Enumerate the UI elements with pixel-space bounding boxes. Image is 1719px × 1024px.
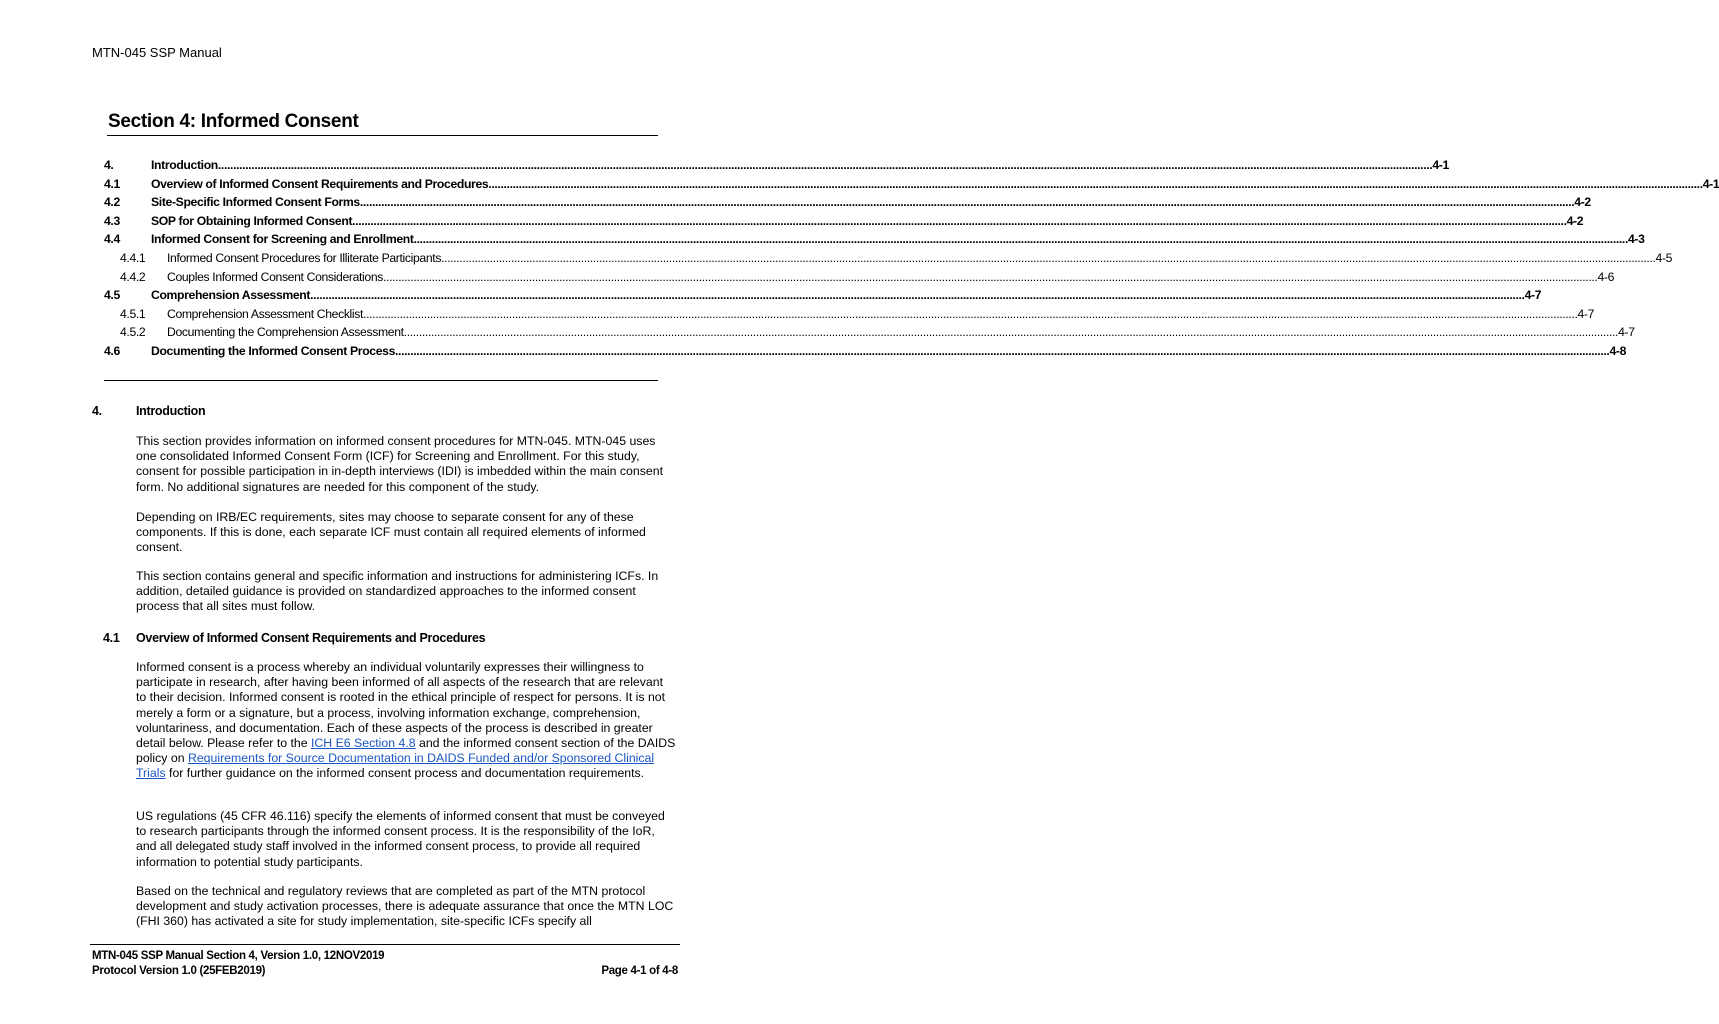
toc-entry[interactable]: [104, 195, 1591, 214]
paragraph-text: Informed consent is a process whereby an individual voluntarily expresses their willingness to participate in research, after having been informed of all aspects of the research that are relevant to their decision. Informed consent is rooted in the ethical principle of respect for persons. It is not merely a form or a signature, but a process, involving information exchange, comprehension, voluntariness, and documentation. Each of these aspects of the process is described in greater detail below. Please refer to the: [136, 660, 666, 751]
toc-entry-title: Couples Informed Consent Considerations: [167, 269, 384, 284]
toc-entry[interactable]: [104, 288, 1542, 307]
toc-divider: [104, 380, 658, 381]
toc-entry-page: 4-7: [1618, 325, 1635, 340]
heading-section-4: [92, 404, 205, 418]
toc-entry-page: 4-5: [1655, 250, 1673, 265]
paragraph: This section contains general and specific information and instructions for administering ICFs. In addition, detailed guidance is provided on standardized approaches to the informed consent process that all sites must follow.: [136, 569, 659, 614]
toc-entry-title: Comprehension Assessment: [151, 288, 311, 303]
footer-page-number: Page 4-1 of 4-8: [601, 965, 678, 977]
toc-entry-number: 4.5.2: [120, 325, 146, 340]
title-underline: [107, 135, 658, 136]
heading-number: 4.: [92, 404, 102, 418]
toc-entry[interactable]: [104, 176, 1719, 196]
toc-leader-dots: ................................................................................................................................................................................................................................................................................................................................................................................................................: [413, 232, 1628, 247]
toc-leader-dots: ................................................................................................................................................................................................................................................................................................................................................................................................................: [395, 343, 1610, 358]
toc-entry-page: 4-6: [1597, 269, 1615, 284]
toc-entry[interactable]: [104, 306, 1595, 326]
toc-entry-page: 4-1: [1432, 158, 1449, 172]
toc-leader-dots: ................................................................................................................................................................................................................................................................................................................................................................................................................: [441, 250, 1656, 265]
toc-entry-title: Documenting the Comprehension Assessment: [167, 325, 404, 340]
toc-entry-number: 4.1: [104, 176, 120, 191]
toc-entry-title: Informed Consent for Screening and Enrollment: [151, 232, 414, 247]
footer-version: MTN-045 SSP Manual Section 4, Version 1.0, 12NOV2019: [92, 950, 385, 962]
toc-leader-dots: ................................................................................................................................................................................................................................................................................................................................................................................................................: [310, 288, 1525, 303]
toc-entry[interactable]: [104, 213, 1584, 233]
paragraph: [136, 660, 676, 782]
ich-e6-link[interactable]: ICH E6 Section 4.8: [311, 736, 416, 751]
heading-title: Overview of Informed Consent Requirements and Procedures: [136, 631, 486, 645]
toc-entry-title: Introduction: [151, 158, 218, 172]
toc-entry[interactable]: [104, 325, 1635, 344]
toc-entry-number: 4.6: [104, 343, 120, 358]
toc-leader-dots: ................................................................................................................................................................................................................................................................................................................................................................................................................: [383, 269, 1598, 284]
toc-entry-page: 4-8: [1609, 343, 1627, 358]
toc-entry[interactable]: [104, 343, 1627, 363]
paragraph: Based on the technical and regulatory reviews that are completed as part of the MTN protocol development and study activation processes, there is adequate assurance that once the MTN LOC (FHI 360) has activated a site for study implementation, site-specific ICFs specify all: [136, 884, 674, 929]
toc-entry-number: 4.3: [104, 213, 120, 228]
heading-title: Introduction: [136, 404, 206, 418]
toc-entry-title: Site-Specific Informed Consent Forms: [151, 195, 360, 210]
toc-entry-number: 4.2: [104, 195, 120, 210]
toc-entry[interactable]: [104, 232, 1645, 251]
running-header: MTN-045 SSP Manual: [92, 45, 222, 60]
toc-leader-dots: ................................................................................................................................................................................................................................................................................................................................................................................................................: [359, 195, 1575, 210]
toc-leader-dots: ................................................................................................................................................................................................................................................................................................................................................................................................................: [217, 158, 1433, 172]
toc-entry-title: Overview of Informed Consent Requirements and Procedures: [151, 176, 489, 191]
heading-section-4-1: [103, 631, 485, 645]
toc-entry[interactable]: [104, 269, 1615, 289]
toc-leader-dots: ................................................................................................................................................................................................................................................................................................................................................................................................................: [488, 176, 1703, 191]
toc-entry-page: 4-7: [1577, 306, 1595, 321]
heading-number: 4.1: [103, 631, 120, 645]
toc-entry-title: SOP for Obtaining Informed Consent: [151, 213, 353, 228]
toc-entry-number: 4.4: [104, 232, 120, 247]
paragraph: Depending on IRB/EC requirements, sites may choose to separate consent for any of these components. If this is done, each separate ICF must contain all required elements of informed consent.: [136, 510, 646, 555]
paragraph-text: for further guidance on the informed consent process and documentation requirements.: [165, 766, 645, 781]
toc-entry[interactable]: [104, 250, 1673, 270]
toc-entry-number: 4.5: [104, 288, 120, 303]
toc-entry-number: 4.4.1: [120, 250, 146, 265]
section-title: Section 4: Informed Consent: [108, 111, 359, 132]
toc-entry-title: Informed Consent Procedures for Illiterate Participants: [167, 250, 442, 265]
toc-entry-number: 4.5.1: [120, 306, 146, 321]
toc-entry-title: Documenting the Informed Consent Process: [151, 343, 396, 358]
paragraph: US regulations (45 CFR 46.116) specify the elements of informed consent that must be conveyed to research participants through the informed consent process. It is the responsibility of the IoR, and all delegated study staff involved in the informed consent process, to provide all required information to potential study participants.: [136, 809, 665, 869]
footer-protocol-version: Protocol Version 1.0 (25FEB2019): [92, 965, 266, 977]
toc-entry-page: 4-2: [1574, 195, 1591, 210]
toc-entry-page: 4-2: [1566, 213, 1584, 228]
toc-entry-page: 4-7: [1524, 288, 1542, 303]
table-of-contents: [104, 158, 1719, 363]
toc-leader-dots: ................................................................................................................................................................................................................................................................................................................................................................................................................: [363, 306, 1578, 321]
toc-entry-title: Comprehension Assessment Checklist: [167, 306, 364, 321]
daids-source-documentation-link[interactable]: Requirements for Source Documentation in DAIDS Funded and/or Sponsored Clinical Trials: [136, 751, 655, 781]
paragraph-text: and the informed consent section of the DAIDS policy on: [136, 736, 676, 766]
footer-divider: [90, 944, 680, 945]
toc-leader-dots: ................................................................................................................................................................................................................................................................................................................................................................................................................: [352, 213, 1567, 228]
toc-entry-page: 4-1: [1702, 176, 1719, 191]
toc-leader-dots: ................................................................................................................................................................................................................................................................................................................................................................................................................: [403, 325, 1619, 340]
toc-entry-number: 4.4.2: [120, 269, 146, 284]
toc-entry[interactable]: [104, 158, 1449, 177]
toc-entry-number: 4.: [104, 158, 114, 172]
paragraph: This section provides information on informed consent procedures for MTN-045. MTN-045 uses one consolidated Informed Consent Form (ICF) for Screening and Enrollment. For this study, consent for possible participation in in-depth interviews (IDI) is imbedded within the main consent form. No additional signatures are needed for this component of the study.: [136, 434, 663, 494]
toc-entry-page: 4-3: [1628, 232, 1645, 247]
